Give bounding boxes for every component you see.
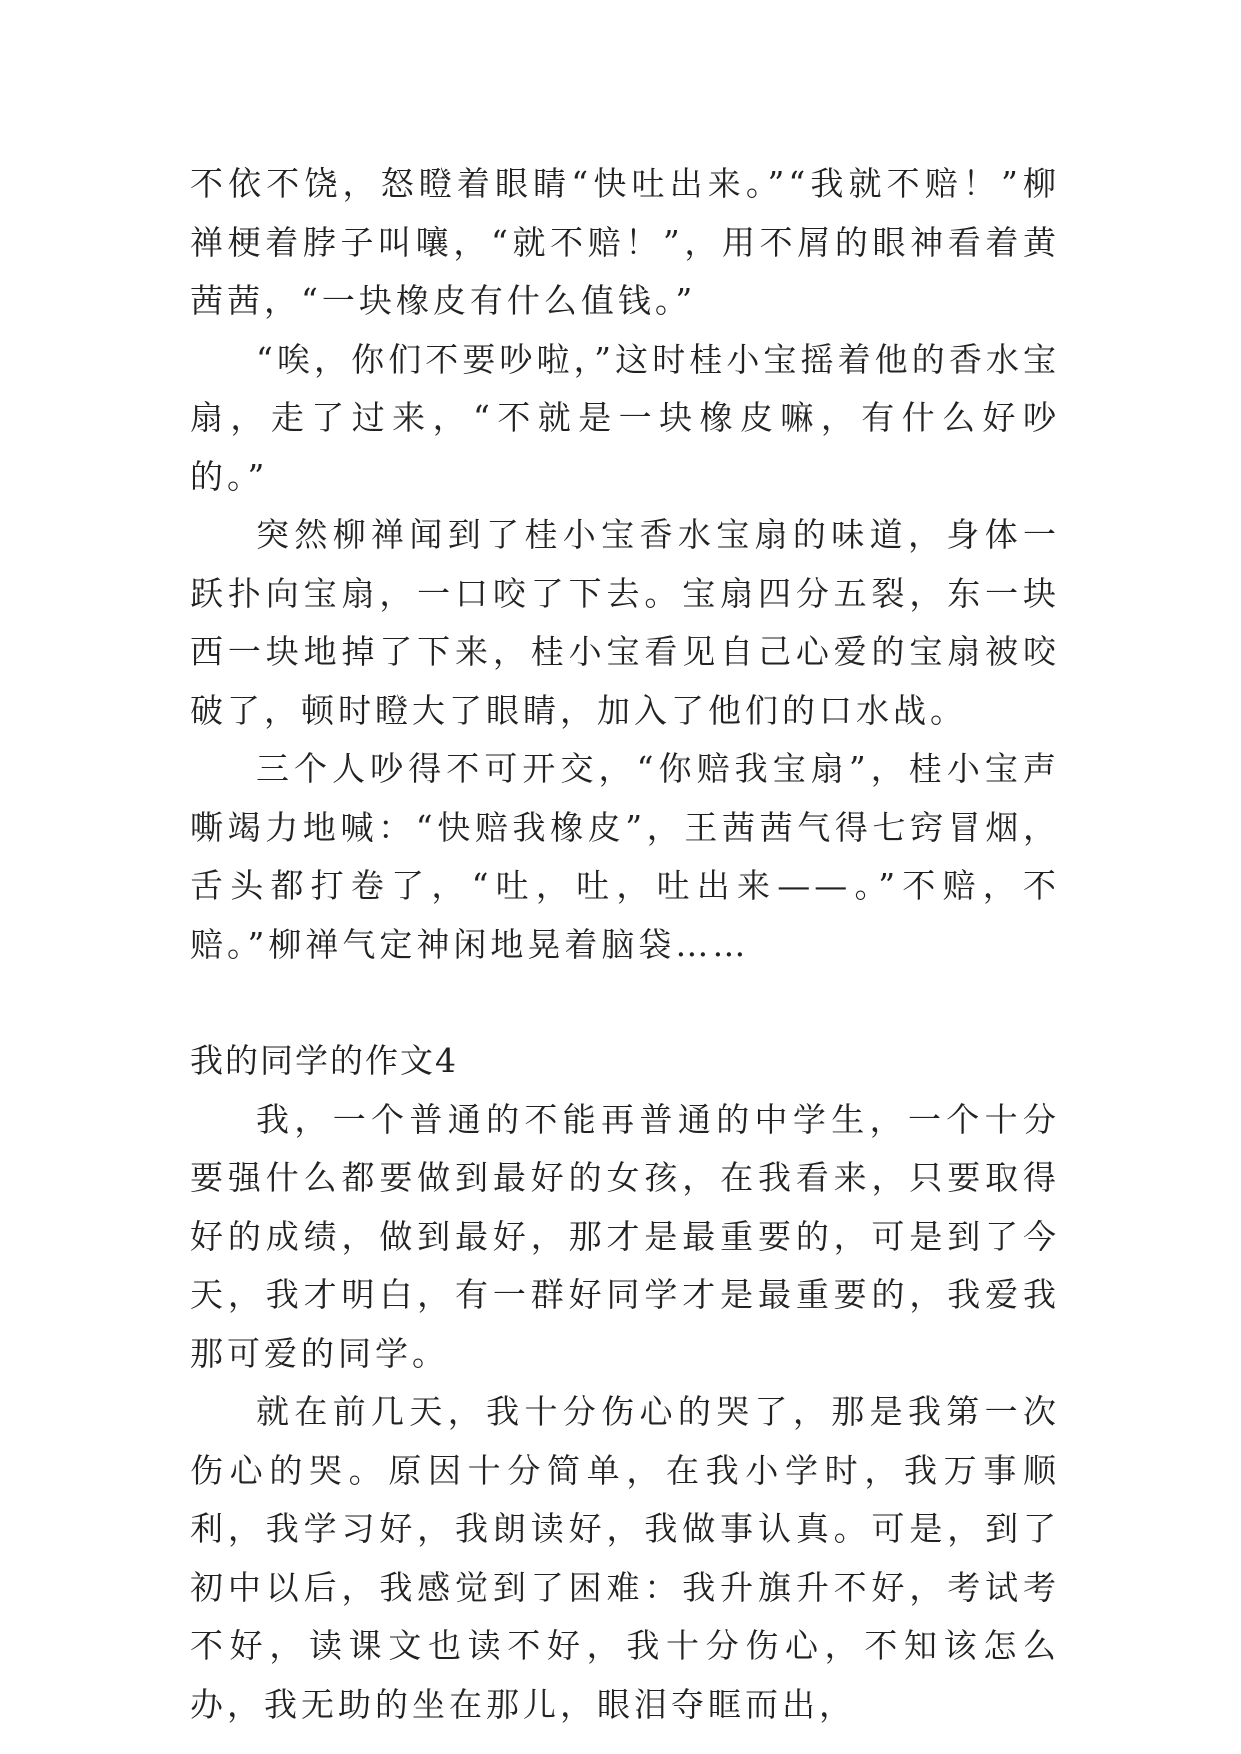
paragraph: 三个人吵得不可开交，“你赔我宝扇”，桂小宝声嘶竭力地喊：“快赔我橡皮”，王茜茜气得七窍冒烟，舌头都打卷了，“吐，吐，吐出来——。”不赔，不赔。”柳禅气定神闲地晃着脑袋…… (190, 749, 1060, 964)
paragraph: “唉，你们不要吵啦，”这时桂小宝摇着他的香水宝扇，走了过来，“不就是一块橡皮嘛，有什么好吵的。” (190, 339, 1060, 496)
paragraph: 我，一个普通的不能再普通的中学生，一个十分要强什么都要做到最好的女孩，在我看来，只要取得好的成绩，做到最好，那才是最重要的，可是到了今天，我才明白，有一群好同学才是最重要的，我爱我那可爱的同学。 (190, 1099, 1060, 1373)
section-spacer (190, 974, 1060, 1032)
section-heading: 我的同学的作文4 (190, 1041, 458, 1080)
paragraph: 就在前几天，我十分伤心的哭了，那是我第一次伤心的哭。原因十分简单，在我小学时，我万事顺利，我学习好，我朗读好，我做事认真。可是，到了初中以后，我感觉到了困难：我升旗升不好，考试考不好，读课文也读不好，我十分伤心，不知该怎么办，我无助的坐在那儿，眼泪夺眶而出， (190, 1392, 1060, 1724)
paragraph: 突然柳禅闻到了桂小宝香水宝扇的味道，身体一跃扑向宝扇，一口咬了下去。宝扇四分五裂，东一块西一块地掉了下来，桂小宝看见自己心爱的宝扇被咬破了，顿时瞪大了眼睛，加入了他们的口水战。 (190, 515, 1060, 730)
document-body (190, 155, 1060, 1734)
paragraph: 不依不饶，怒瞪着眼睛“快吐出来。”“我就不赔！”柳禅梗着脖子叫嚷，“就不赔！”，用不屑的眼神看着黄茜茜，“一块橡皮有什么值钱。” (190, 164, 1060, 320)
